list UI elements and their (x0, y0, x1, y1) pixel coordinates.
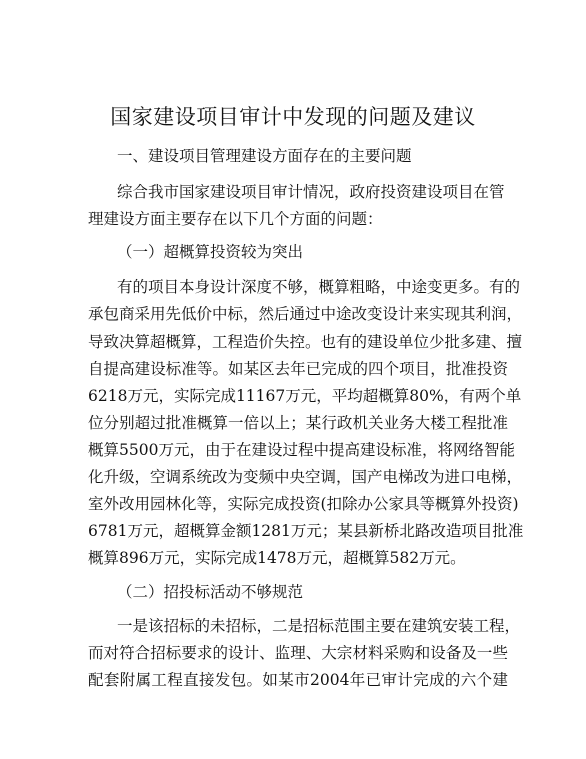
paragraph-line: 配套附属工程直接发包。如某市2004年已审计完成的六个建 (88, 671, 508, 689)
paragraph-line: 位分别超过批准概算一倍以上；某行政机关业务大楼工程批准 (88, 414, 508, 432)
section-heading: 一、建设项目管理建设方面存在的主要问题 (117, 147, 412, 165)
paragraph-line: 有的项目本身设计深度不够，概算粗略，中途变更多。有的 (117, 278, 521, 296)
paragraph-line: 概算5500万元，由于在建设过程中提高建设标准，将网络智能 (88, 441, 515, 459)
paragraph-line: 6218万元，实际完成11167万元，平均超概算80%，有两个单 (88, 387, 522, 405)
paragraph-line: 导致决算超概算，工程造价失控。也有的建设单位少批多建、擅 (88, 333, 523, 351)
paragraph-line: 综合我市国家建设项目审计情况，政府投资建设项目在管 (117, 183, 505, 201)
paragraph-line: 理建设方面主要存在以下几个方面的问题： (88, 210, 383, 228)
paragraph-line: 自提高建设标准等。如某区去年已完成的四个项目，批准投资 (88, 360, 508, 378)
paragraph-line: 6781万元，超概算金额1281万元；某县新桥北路改造项目批准 (88, 522, 524, 540)
subsection-heading: （一）超概算投资较为突出 (117, 243, 304, 261)
paragraph-line: 承包商采用先低价中标，然后通过中途改变设计来实现其利润， (88, 305, 523, 323)
paragraph-line: 化升级，空调系统改为变频中央空调，国产电梯改为进口电梯， (88, 468, 523, 486)
subsection-heading: （二）招投标活动不够规范 (117, 583, 304, 601)
paragraph-line: 概算896万元，实际完成1478万元，超概算582万元。 (88, 549, 466, 567)
paragraph-line: 室外改用园林化等，实际完成投资(扣除办公家具等概算外投资) (88, 495, 519, 513)
paragraph-line: 而对符合招标要求的设计、监理、大宗材料采购和设备及一些 (88, 644, 508, 662)
paragraph-line: 一是该招标的未招标，二是招标范围主要在建筑安装工程， (117, 617, 521, 635)
document-title: 国家建设项目审计中发现的问题及建议 (110, 105, 476, 129)
